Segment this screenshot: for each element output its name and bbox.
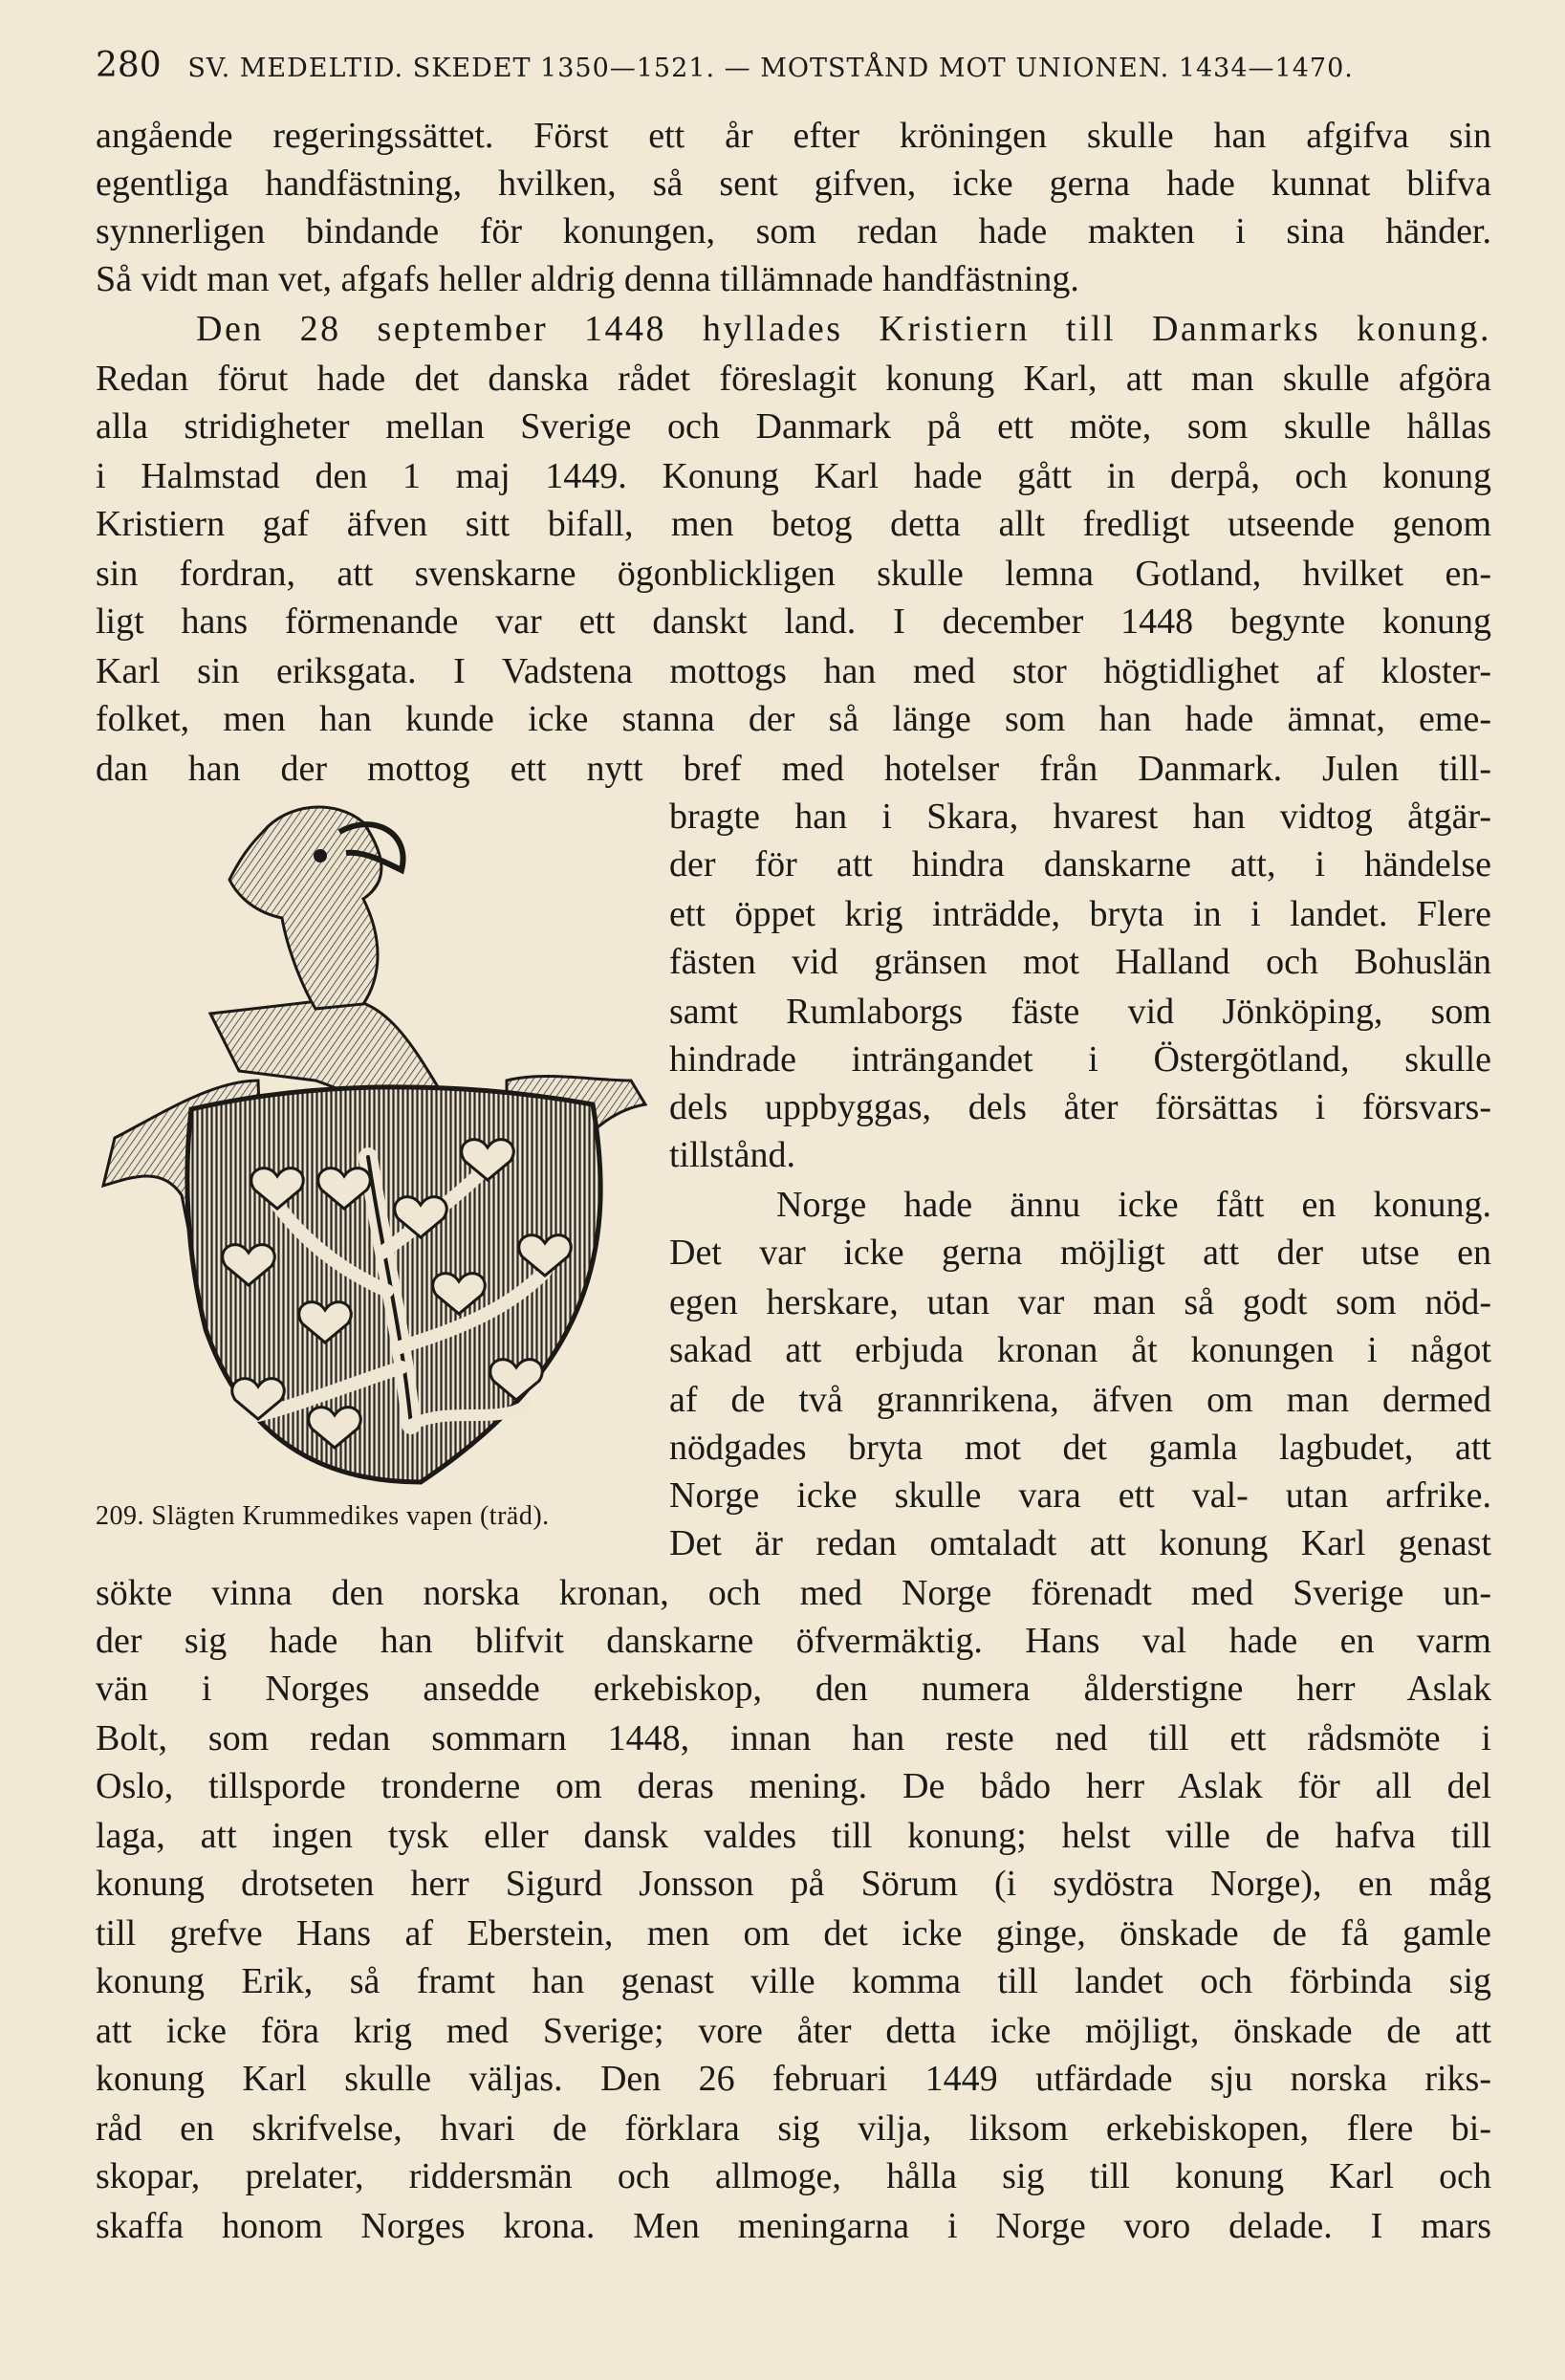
text-line: sakad att erbjuda kronan åt konungen i något (669, 1330, 1491, 1370)
text-line: egen herskare, utan var man så godt som nöd- (669, 1282, 1491, 1322)
text-line: sökte vinna den norska kronan, och med Norge förenadt med Sverige un- (96, 1573, 1491, 1613)
text-line: sin fordran, att svenskarne ögonblickligen skulle lemna Gotland, hvilket en- (96, 554, 1491, 594)
goat-crest (229, 807, 381, 1009)
text-line: nödgades bryta mot det gamla lagbudet, att (669, 1428, 1491, 1468)
text-line: angående regeringssättet. Först ett år efter kröningen skulle han afgifva sin (96, 116, 1491, 156)
text-line: Norge hade ännu icke fått en konung. (776, 1185, 1491, 1225)
text-line: af de två grannrikena, äfven om man dermed (669, 1380, 1491, 1420)
text-line: Karl sin eriksgata. I Vadstena mottogs han med stor högtidlighet af kloster- (96, 651, 1491, 691)
text-line: laga, att ingen tysk eller dansk valdes till konung; helst ville de hafva till (96, 1816, 1491, 1856)
text-line: bragte han i Skara, hvarest han vidtog åtgär- (669, 797, 1491, 837)
text-line: hindrade inträngandet i Östergötland, skulle (669, 1039, 1491, 1080)
text-line: Det är redan omtaladt att konung Karl genast (669, 1523, 1491, 1563)
coat-of-arms-figure (96, 794, 660, 1501)
text-line: der sig hade han blifvit danskarne öfvermäktig. Hans val hade en varm (96, 1621, 1491, 1661)
text-line: dels uppbyggas, dels åter försättas i försvars- (669, 1087, 1491, 1127)
text-line: dan han der mottog ett nytt bref med hotelser från Danmark. Julen till- (96, 749, 1491, 789)
text-line: konung Erik, så framt han genast ville komma till landet och förbinda sig (96, 1961, 1491, 2001)
text-line: vän i Norges ansedde erkebiskop, den numera ålderstigne herr Aslak (96, 1669, 1491, 1709)
text-line: råd en skrifvelse, hvari de förklara sig vilja, liksom erkebiskopen, flere bi- (96, 2108, 1491, 2149)
text-line: i Halmstad den 1 maj 1449. Konung Karl hade gått in derpå, och konung (96, 456, 1491, 496)
text-line: ett öppet krig inträdde, bryta in i landet. Flere (669, 894, 1491, 934)
text-line: synnerligen bindande för konungen, som redan hade makten i sina händer. (96, 211, 1491, 251)
text-line: konung drotseten herr Sigurd Jonsson på Sörum (i sydöstra Norge), en måg (96, 1864, 1491, 1904)
page-number: 280 (96, 46, 162, 85)
text-line: skaffa honom Norges krona. Men meningarna i Norge voro delade. I mars (96, 2206, 1491, 2246)
text-line: der för att hindra danskarne att, i händelse (669, 844, 1491, 884)
running-header (96, 46, 1491, 85)
text-line: samt Rumlaborgs fäste vid Jönköping, som (669, 992, 1491, 1032)
running-title: SV. MEDELTID. SKEDET 1350—1521. — MOTSTÅND MOT UNIONEN. 1434—1470. (187, 54, 1354, 83)
text-line: egentliga handfästning, hvilken, så sent gifven, icke gerna hade kunnat blifva (96, 164, 1491, 204)
text-line: Kristiern gaf äfven sitt bifall, men betog detta allt fredligt utseende genom (96, 504, 1491, 544)
text-line: Det var icke gerna möjligt att der utse en (669, 1233, 1491, 1273)
text-line: till grefve Hans af Eberstein, men om det icke ginge, önskade de få gamle (96, 1913, 1491, 1954)
text-line: alla stridigheter mellan Sverige och Danmark på ett möte, som skulle hållas (96, 406, 1491, 447)
text-line: Redan förut hade det danska rådet föreslagit konung Karl, att man skulle afgöra (96, 359, 1491, 399)
text-line: att icke föra krig med Sverige; vore åter detta icke möjligt, önskade de att (96, 2011, 1491, 2051)
text-line: konung Karl skulle väljas. Den 26 februari 1449 utfärdade sju norska riks- (96, 2059, 1491, 2099)
text-line: Bolt, som redan sommarn 1448, innan han reste ned till ett rådsmöte i (96, 1718, 1491, 1758)
figure-caption: 209. Slägten Krummedikes vapen (träd). (96, 1501, 550, 1531)
text-line: Den 28 september 1448 hyllades Kristiern till Danmarks konung. (196, 309, 1491, 349)
text-line: ligt hans förmenande var ett danskt land. I december 1448 begynte konung (96, 601, 1491, 642)
text-line: Norge icke skulle vara ett val- utan arfrike. (669, 1475, 1491, 1516)
text-line: skopar, prelater, riddersmän och allmoge, hålla sig till konung Karl och (96, 2156, 1491, 2196)
text-line: fästen vid gränsen mot Halland och Bohuslän (669, 942, 1491, 982)
text-line: Oslo, tillsporde tronderne om deras mening. De bådo herr Aslak för all del (96, 1766, 1491, 1806)
text-line: folket, men han kunde icke stanna der så länge som han hade ämnat, eme- (96, 699, 1491, 739)
text-line: tillstånd. (669, 1135, 795, 1175)
text-line: Så vidt man vet, afgafs heller aldrig denna tillämnade handfästning. (96, 259, 1079, 299)
